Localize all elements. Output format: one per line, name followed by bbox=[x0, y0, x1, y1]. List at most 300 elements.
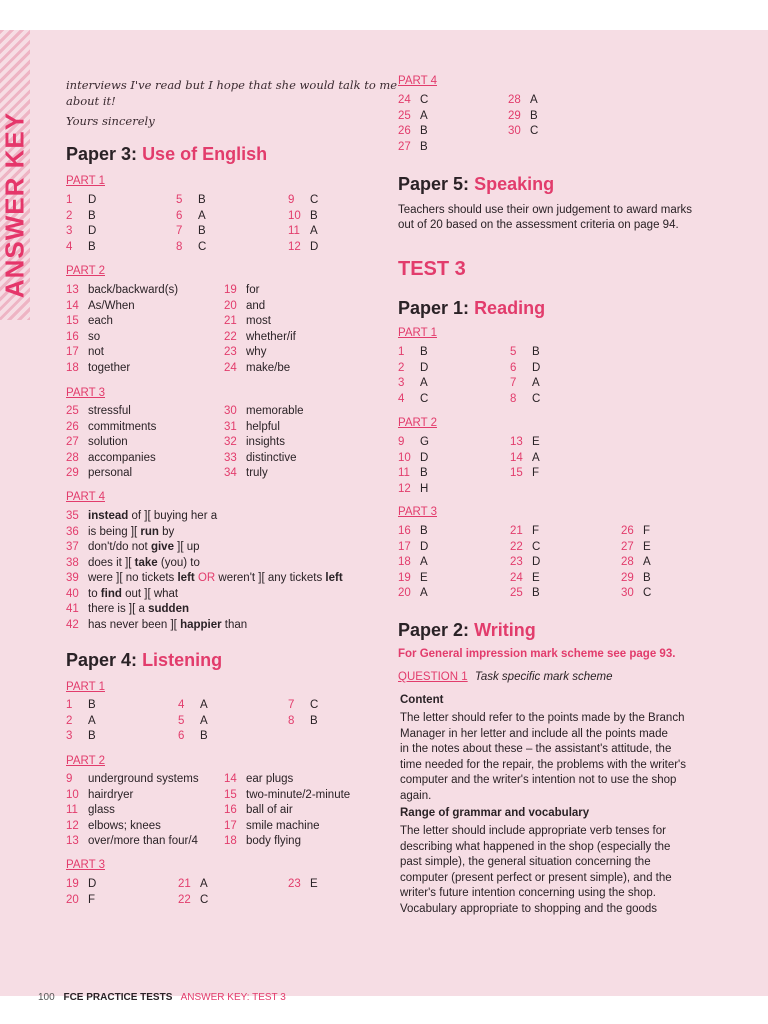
answer-number: 20 bbox=[224, 299, 237, 312]
answer-number: 6 bbox=[178, 730, 185, 742]
answer-text: there is ][ a bbox=[88, 603, 149, 615]
answer-row bbox=[224, 834, 350, 850]
sidebar-label: ANSWER KEY bbox=[0, 111, 30, 299]
writing-name: Writing bbox=[474, 620, 536, 640]
answer-text: E bbox=[532, 571, 540, 584]
answer-text: by bbox=[158, 525, 175, 538]
answer-row bbox=[66, 451, 156, 467]
answer-text: most bbox=[246, 315, 271, 327]
answer-row bbox=[621, 524, 651, 540]
key-word: left bbox=[177, 572, 195, 584]
r1-part1-label: PART 1 bbox=[398, 327, 437, 339]
answer-text: D bbox=[88, 194, 97, 206]
answer-row bbox=[621, 571, 651, 587]
answer-text: E bbox=[643, 540, 651, 553]
answer-number: 27 bbox=[66, 436, 79, 448]
answer-number: 28 bbox=[621, 556, 634, 568]
answer-number: 25 bbox=[66, 405, 79, 417]
answer-number: 24 bbox=[510, 571, 523, 584]
answer-row bbox=[288, 240, 318, 256]
paragraph-line: Vocabulary appropriate to shopping and the goods bbox=[400, 902, 658, 915]
answer-text: glass bbox=[88, 804, 115, 816]
answer-number: 9 bbox=[66, 773, 73, 785]
key-word: instead bbox=[88, 510, 129, 522]
answer-number: 9 bbox=[288, 194, 295, 206]
answer-text: D bbox=[532, 361, 541, 374]
answer-text: F bbox=[532, 467, 540, 479]
answer-row bbox=[178, 714, 208, 730]
p4-part2-col1 bbox=[66, 772, 199, 850]
page-footer bbox=[38, 992, 286, 1003]
answer-number: 26 bbox=[621, 525, 634, 537]
answer-row bbox=[66, 893, 96, 909]
answer-number: 14 bbox=[510, 451, 523, 464]
answer-row bbox=[66, 788, 199, 804]
answer-row bbox=[288, 193, 318, 209]
answer-row bbox=[508, 93, 538, 109]
answer-number: 31 bbox=[224, 420, 237, 433]
answer-row bbox=[621, 540, 651, 556]
answer-number: 3 bbox=[66, 225, 73, 237]
answer-number: 19 bbox=[66, 878, 79, 890]
answer-number: 8 bbox=[510, 392, 517, 405]
p3-part1-col1 bbox=[66, 193, 96, 255]
question1-label: QUESTION 1 bbox=[398, 671, 468, 683]
answer-text: B bbox=[88, 699, 96, 711]
paragraph-line: time needed for the repair, the problems with the writer's bbox=[400, 758, 687, 771]
answer-text: A bbox=[200, 714, 208, 727]
answer-number: 30 bbox=[224, 405, 237, 417]
answer-row bbox=[66, 193, 96, 209]
paper3-heading bbox=[66, 144, 267, 165]
answer-row bbox=[398, 392, 428, 408]
answer-text: As/When bbox=[88, 299, 135, 312]
answer-text: weren't ][ any tickets bbox=[215, 572, 326, 584]
paper3-number: Paper 3: bbox=[66, 144, 138, 164]
answer-text: C bbox=[310, 699, 319, 711]
writing-heading bbox=[398, 620, 536, 641]
answer-number: 15 bbox=[510, 467, 523, 479]
answer-row bbox=[398, 451, 429, 467]
p4-part1-label: PART 1 bbox=[66, 681, 105, 693]
p3-part3-label: PART 3 bbox=[66, 387, 105, 399]
answer-text: E bbox=[310, 878, 318, 890]
answer-row bbox=[398, 571, 428, 587]
page-number: 100 bbox=[38, 992, 55, 1003]
answer-key-page bbox=[0, 30, 768, 1003]
answer-number: 2 bbox=[66, 714, 73, 727]
answer-row bbox=[288, 698, 318, 714]
answer-row bbox=[224, 330, 296, 346]
answer-text: B bbox=[88, 730, 96, 742]
answer-row bbox=[176, 240, 206, 256]
answer-number: 13 bbox=[66, 284, 79, 296]
answer-row bbox=[224, 299, 296, 315]
answer-row bbox=[224, 435, 304, 451]
answer-number: 35 bbox=[66, 510, 79, 522]
answer-row bbox=[224, 772, 350, 788]
answer-text: A bbox=[530, 94, 538, 106]
range-paragraph bbox=[400, 824, 710, 917]
answer-text: A bbox=[643, 556, 651, 568]
answer-text: H bbox=[420, 482, 429, 495]
answer-row bbox=[224, 314, 296, 330]
answer-text: B bbox=[200, 730, 208, 742]
answer-text: A bbox=[310, 225, 318, 237]
answer-row bbox=[510, 524, 540, 540]
answer-row bbox=[66, 803, 199, 819]
answer-number: 11 bbox=[398, 467, 410, 479]
answer-number: 16 bbox=[398, 525, 411, 537]
r1-part3-col2 bbox=[510, 524, 540, 602]
answer-number: 13 bbox=[66, 835, 79, 847]
answer-row bbox=[398, 435, 429, 451]
answer-text: were ][ no tickets bbox=[88, 572, 178, 584]
answer-text: C bbox=[420, 392, 429, 405]
paragraph-line: again. bbox=[400, 789, 432, 802]
answer-row bbox=[398, 93, 428, 109]
answer-text: has never been ][ bbox=[88, 618, 181, 631]
answer-number: 32 bbox=[224, 436, 237, 448]
answer-text: A bbox=[200, 878, 208, 890]
answer-row bbox=[510, 361, 540, 377]
p3-part4-list bbox=[66, 509, 343, 633]
answer-row bbox=[66, 283, 178, 299]
p3-part2-col1 bbox=[66, 283, 178, 376]
content-heading: Content bbox=[400, 694, 444, 706]
answer-text: together bbox=[88, 361, 131, 374]
answer-row bbox=[510, 586, 540, 602]
answer-text: smile machine bbox=[246, 819, 320, 832]
answer-text: D bbox=[310, 240, 319, 253]
transformation-row bbox=[66, 509, 343, 525]
answer-text: each bbox=[88, 315, 113, 327]
paper4-name: Listening bbox=[142, 650, 223, 670]
answer-text: B bbox=[420, 125, 428, 137]
transformation-row bbox=[66, 602, 343, 618]
answer-row bbox=[176, 193, 206, 209]
answer-number: 17 bbox=[66, 346, 79, 358]
answer-row bbox=[66, 819, 199, 835]
key-word: find bbox=[100, 587, 122, 600]
p4-part4-col1 bbox=[398, 93, 428, 155]
answer-row bbox=[510, 555, 540, 571]
answer-number: 37 bbox=[66, 541, 79, 553]
p3-part3-col2 bbox=[224, 404, 304, 482]
answer-number: 25 bbox=[398, 109, 411, 122]
answer-text: commitments bbox=[88, 420, 157, 433]
paragraph-line: Manager in her letter and include all the points made bbox=[400, 727, 668, 740]
answer-row bbox=[66, 209, 96, 225]
p3-part1-label: PART 1 bbox=[66, 175, 105, 187]
answer-row bbox=[510, 435, 540, 451]
answer-number: 21 bbox=[510, 525, 523, 537]
answer-number: 5 bbox=[176, 194, 183, 206]
answer-text: B bbox=[88, 240, 96, 253]
footer-title: FCE PRACTICE TESTS bbox=[63, 992, 173, 1003]
answer-text: D bbox=[420, 451, 429, 464]
answer-row bbox=[398, 345, 428, 361]
test3-title: TEST 3 bbox=[398, 258, 466, 280]
answer-row bbox=[178, 729, 208, 745]
answer-row bbox=[510, 376, 540, 392]
answer-number: 8 bbox=[288, 714, 295, 727]
answer-row bbox=[66, 330, 178, 346]
paragraph-line: past simple), the general situation concerning the bbox=[400, 856, 651, 868]
answer-number: 36 bbox=[66, 525, 79, 538]
answer-row bbox=[66, 224, 96, 240]
answer-text: C bbox=[420, 94, 429, 106]
p3-part2-col2 bbox=[224, 283, 296, 376]
answer-text: out ][ what bbox=[121, 587, 179, 600]
p4-part2-label: PART 2 bbox=[66, 755, 105, 767]
p4-part3-col2 bbox=[178, 877, 208, 908]
answer-text: helpful bbox=[246, 420, 280, 433]
answer-row bbox=[66, 698, 96, 714]
answer-number: 7 bbox=[510, 377, 517, 389]
answer-row bbox=[66, 772, 199, 788]
paragraph-line: The letter should refer to the points made by the Branch bbox=[400, 712, 685, 724]
answer-number: 28 bbox=[66, 451, 79, 464]
answer-text: B bbox=[532, 346, 540, 358]
answer-row bbox=[224, 788, 350, 804]
answer-text: ear plugs bbox=[246, 773, 294, 785]
answer-row bbox=[66, 435, 156, 451]
answer-text: A bbox=[198, 209, 206, 222]
answer-row bbox=[66, 240, 96, 256]
question1-scheme: Task specific mark scheme bbox=[474, 671, 613, 683]
answer-row bbox=[224, 283, 296, 299]
answer-row bbox=[398, 376, 428, 392]
answer-number: 6 bbox=[176, 209, 183, 222]
key-word: run bbox=[140, 525, 159, 538]
answer-text: B bbox=[643, 571, 651, 584]
answer-row bbox=[224, 404, 304, 420]
answer-text: D bbox=[532, 556, 541, 568]
answer-number: 1 bbox=[66, 699, 73, 711]
key-word: sudden bbox=[148, 603, 189, 615]
paragraph-line: computer (present perfect or present simple), and the bbox=[400, 871, 672, 884]
answer-text: hairdryer bbox=[88, 788, 134, 801]
answer-text: A bbox=[88, 714, 96, 727]
question1-line bbox=[398, 671, 612, 683]
answer-number: 2 bbox=[398, 361, 405, 374]
paper5-name: Speaking bbox=[474, 174, 555, 194]
answer-number: 18 bbox=[398, 556, 411, 568]
answer-text: whether/if bbox=[246, 330, 296, 343]
answer-text: B bbox=[420, 140, 428, 153]
answer-number: 14 bbox=[66, 299, 79, 312]
p4-part2-col2 bbox=[224, 772, 350, 850]
answer-number: 12 bbox=[66, 819, 79, 832]
answer-number: 1 bbox=[66, 194, 73, 206]
answer-text: B bbox=[198, 194, 206, 206]
answer-number: 4 bbox=[178, 699, 185, 711]
paper5-heading bbox=[398, 174, 554, 195]
answer-number: 21 bbox=[224, 315, 237, 327]
answer-number: 7 bbox=[288, 699, 295, 711]
answer-text: A bbox=[532, 451, 540, 464]
answer-number: 26 bbox=[66, 420, 79, 433]
answer-key-sidebar bbox=[0, 30, 30, 320]
r1-part2-label: PART 2 bbox=[398, 417, 437, 429]
answer-number: 17 bbox=[224, 819, 237, 832]
answer-row bbox=[398, 109, 428, 125]
answer-number: 21 bbox=[178, 878, 191, 890]
answer-text: E bbox=[532, 436, 540, 448]
answer-text: B bbox=[420, 346, 428, 358]
answer-row bbox=[66, 834, 199, 850]
answer-text: C bbox=[532, 392, 541, 405]
answer-row bbox=[510, 451, 540, 467]
paragraph-line: computer and the writer's intention not to use the shop bbox=[400, 774, 677, 786]
answer-row bbox=[66, 420, 156, 436]
answer-row bbox=[398, 466, 429, 482]
p4-part4-label: PART 4 bbox=[398, 75, 437, 87]
answer-row bbox=[621, 555, 651, 571]
p3-part3-col1 bbox=[66, 404, 156, 482]
p3-part2-label: PART 2 bbox=[66, 265, 105, 277]
answer-text: back/backward(s) bbox=[88, 284, 179, 296]
answer-text: than bbox=[221, 618, 248, 631]
answer-number: 30 bbox=[508, 125, 521, 137]
transformation-row bbox=[66, 525, 343, 541]
transformation-row bbox=[66, 571, 343, 587]
answer-row bbox=[510, 345, 540, 361]
answer-number: 6 bbox=[510, 361, 517, 374]
answer-text: A bbox=[420, 377, 428, 389]
answer-number: 2 bbox=[66, 209, 73, 222]
answer-text: B bbox=[310, 209, 318, 222]
answer-row bbox=[508, 124, 538, 140]
answer-text: stressful bbox=[88, 405, 131, 417]
answer-number: 4 bbox=[66, 240, 73, 253]
answer-text: elbows; knees bbox=[88, 819, 161, 832]
r1-part3-col3 bbox=[621, 524, 651, 602]
answer-row bbox=[66, 714, 96, 730]
answer-text: C bbox=[198, 240, 207, 253]
answer-text: C bbox=[643, 587, 652, 599]
transformation-row bbox=[66, 540, 343, 556]
letter-line-1: interviews I've read but I hope that she would talk to me bbox=[66, 78, 398, 92]
letter-sign: Yours sincerely bbox=[66, 114, 155, 128]
answer-number: 20 bbox=[398, 587, 411, 599]
answer-number: 22 bbox=[178, 893, 191, 906]
answer-text: of ][ buying her a bbox=[128, 510, 218, 522]
answer-row bbox=[178, 877, 208, 893]
answer-number: 27 bbox=[621, 540, 634, 553]
answer-number: 38 bbox=[66, 556, 79, 569]
answer-text: F bbox=[643, 525, 651, 537]
r1-part1-col2 bbox=[510, 345, 540, 407]
paper5-number: Paper 5: bbox=[398, 174, 470, 194]
answer-text: A bbox=[200, 699, 208, 711]
key-word: take bbox=[134, 556, 158, 569]
answer-text: A bbox=[420, 109, 428, 122]
p4-part1-col3 bbox=[288, 698, 318, 729]
p4-part3-col1 bbox=[66, 877, 96, 908]
answer-row bbox=[398, 140, 428, 156]
answer-number: 17 bbox=[398, 540, 411, 553]
answer-number: 16 bbox=[224, 804, 237, 816]
answer-number: 27 bbox=[398, 140, 411, 153]
answer-number: 15 bbox=[66, 315, 79, 327]
answer-row bbox=[66, 345, 178, 361]
answer-text: A bbox=[532, 377, 540, 389]
answer-row bbox=[66, 361, 178, 377]
answer-text: C bbox=[200, 893, 209, 906]
answer-number: 11 bbox=[288, 225, 300, 237]
answer-row bbox=[66, 299, 178, 315]
answer-row bbox=[224, 803, 350, 819]
paper4-heading bbox=[66, 650, 222, 671]
answer-number: 33 bbox=[224, 451, 237, 464]
answer-number: 3 bbox=[398, 377, 405, 389]
answer-number: 29 bbox=[508, 109, 521, 122]
answer-text: is being ][ bbox=[88, 525, 141, 538]
answer-number: 1 bbox=[398, 346, 405, 358]
letter-line-2: about it! bbox=[66, 94, 116, 108]
answer-text: (you) to bbox=[157, 556, 200, 569]
answer-number: 20 bbox=[66, 893, 79, 906]
range-heading: Range of grammar and vocabulary bbox=[400, 807, 590, 819]
footer-key: ANSWER KEY: TEST 3 bbox=[180, 992, 286, 1003]
transformation-row bbox=[66, 618, 343, 634]
answer-number: 18 bbox=[66, 361, 79, 374]
answer-number: 16 bbox=[66, 330, 79, 343]
answer-text: ball of air bbox=[246, 804, 293, 816]
answer-number: 12 bbox=[398, 482, 411, 495]
answer-number: 41 bbox=[66, 603, 79, 615]
answer-row bbox=[398, 586, 428, 602]
answer-text: D bbox=[420, 540, 429, 553]
answer-text: and bbox=[246, 299, 266, 312]
answer-row bbox=[176, 224, 206, 240]
answer-number: 19 bbox=[224, 284, 237, 296]
p3-part1-col2 bbox=[176, 193, 206, 255]
answer-row bbox=[288, 224, 318, 240]
answer-number: 19 bbox=[398, 571, 411, 584]
answer-row bbox=[398, 361, 428, 377]
writing-number: Paper 2: bbox=[398, 620, 470, 640]
r1-part3-col1 bbox=[398, 524, 428, 602]
transformation-row bbox=[66, 587, 343, 603]
answer-number: 26 bbox=[398, 125, 411, 137]
answer-number: 25 bbox=[510, 587, 523, 599]
answer-row bbox=[66, 877, 96, 893]
answer-text: F bbox=[88, 893, 96, 906]
answer-text: D bbox=[88, 878, 97, 890]
answer-text: C bbox=[310, 194, 319, 206]
answer-row bbox=[66, 466, 156, 482]
answer-text: not bbox=[88, 346, 104, 358]
answer-number: 23 bbox=[288, 878, 301, 890]
answer-row bbox=[224, 420, 304, 436]
answer-text: so bbox=[88, 330, 101, 343]
answer-row bbox=[224, 819, 350, 835]
answer-row bbox=[510, 540, 540, 556]
answer-text: over/more than four/4 bbox=[88, 835, 198, 847]
answer-text: don't/do not bbox=[88, 541, 151, 553]
answer-number: 24 bbox=[224, 361, 237, 374]
answer-number: 18 bbox=[224, 835, 237, 847]
or-label: OR bbox=[197, 572, 216, 584]
key-word: give bbox=[150, 541, 174, 553]
answer-text: B bbox=[420, 525, 428, 537]
answer-row bbox=[224, 451, 304, 467]
answer-number: 15 bbox=[224, 788, 237, 801]
key-word: left bbox=[325, 572, 343, 584]
